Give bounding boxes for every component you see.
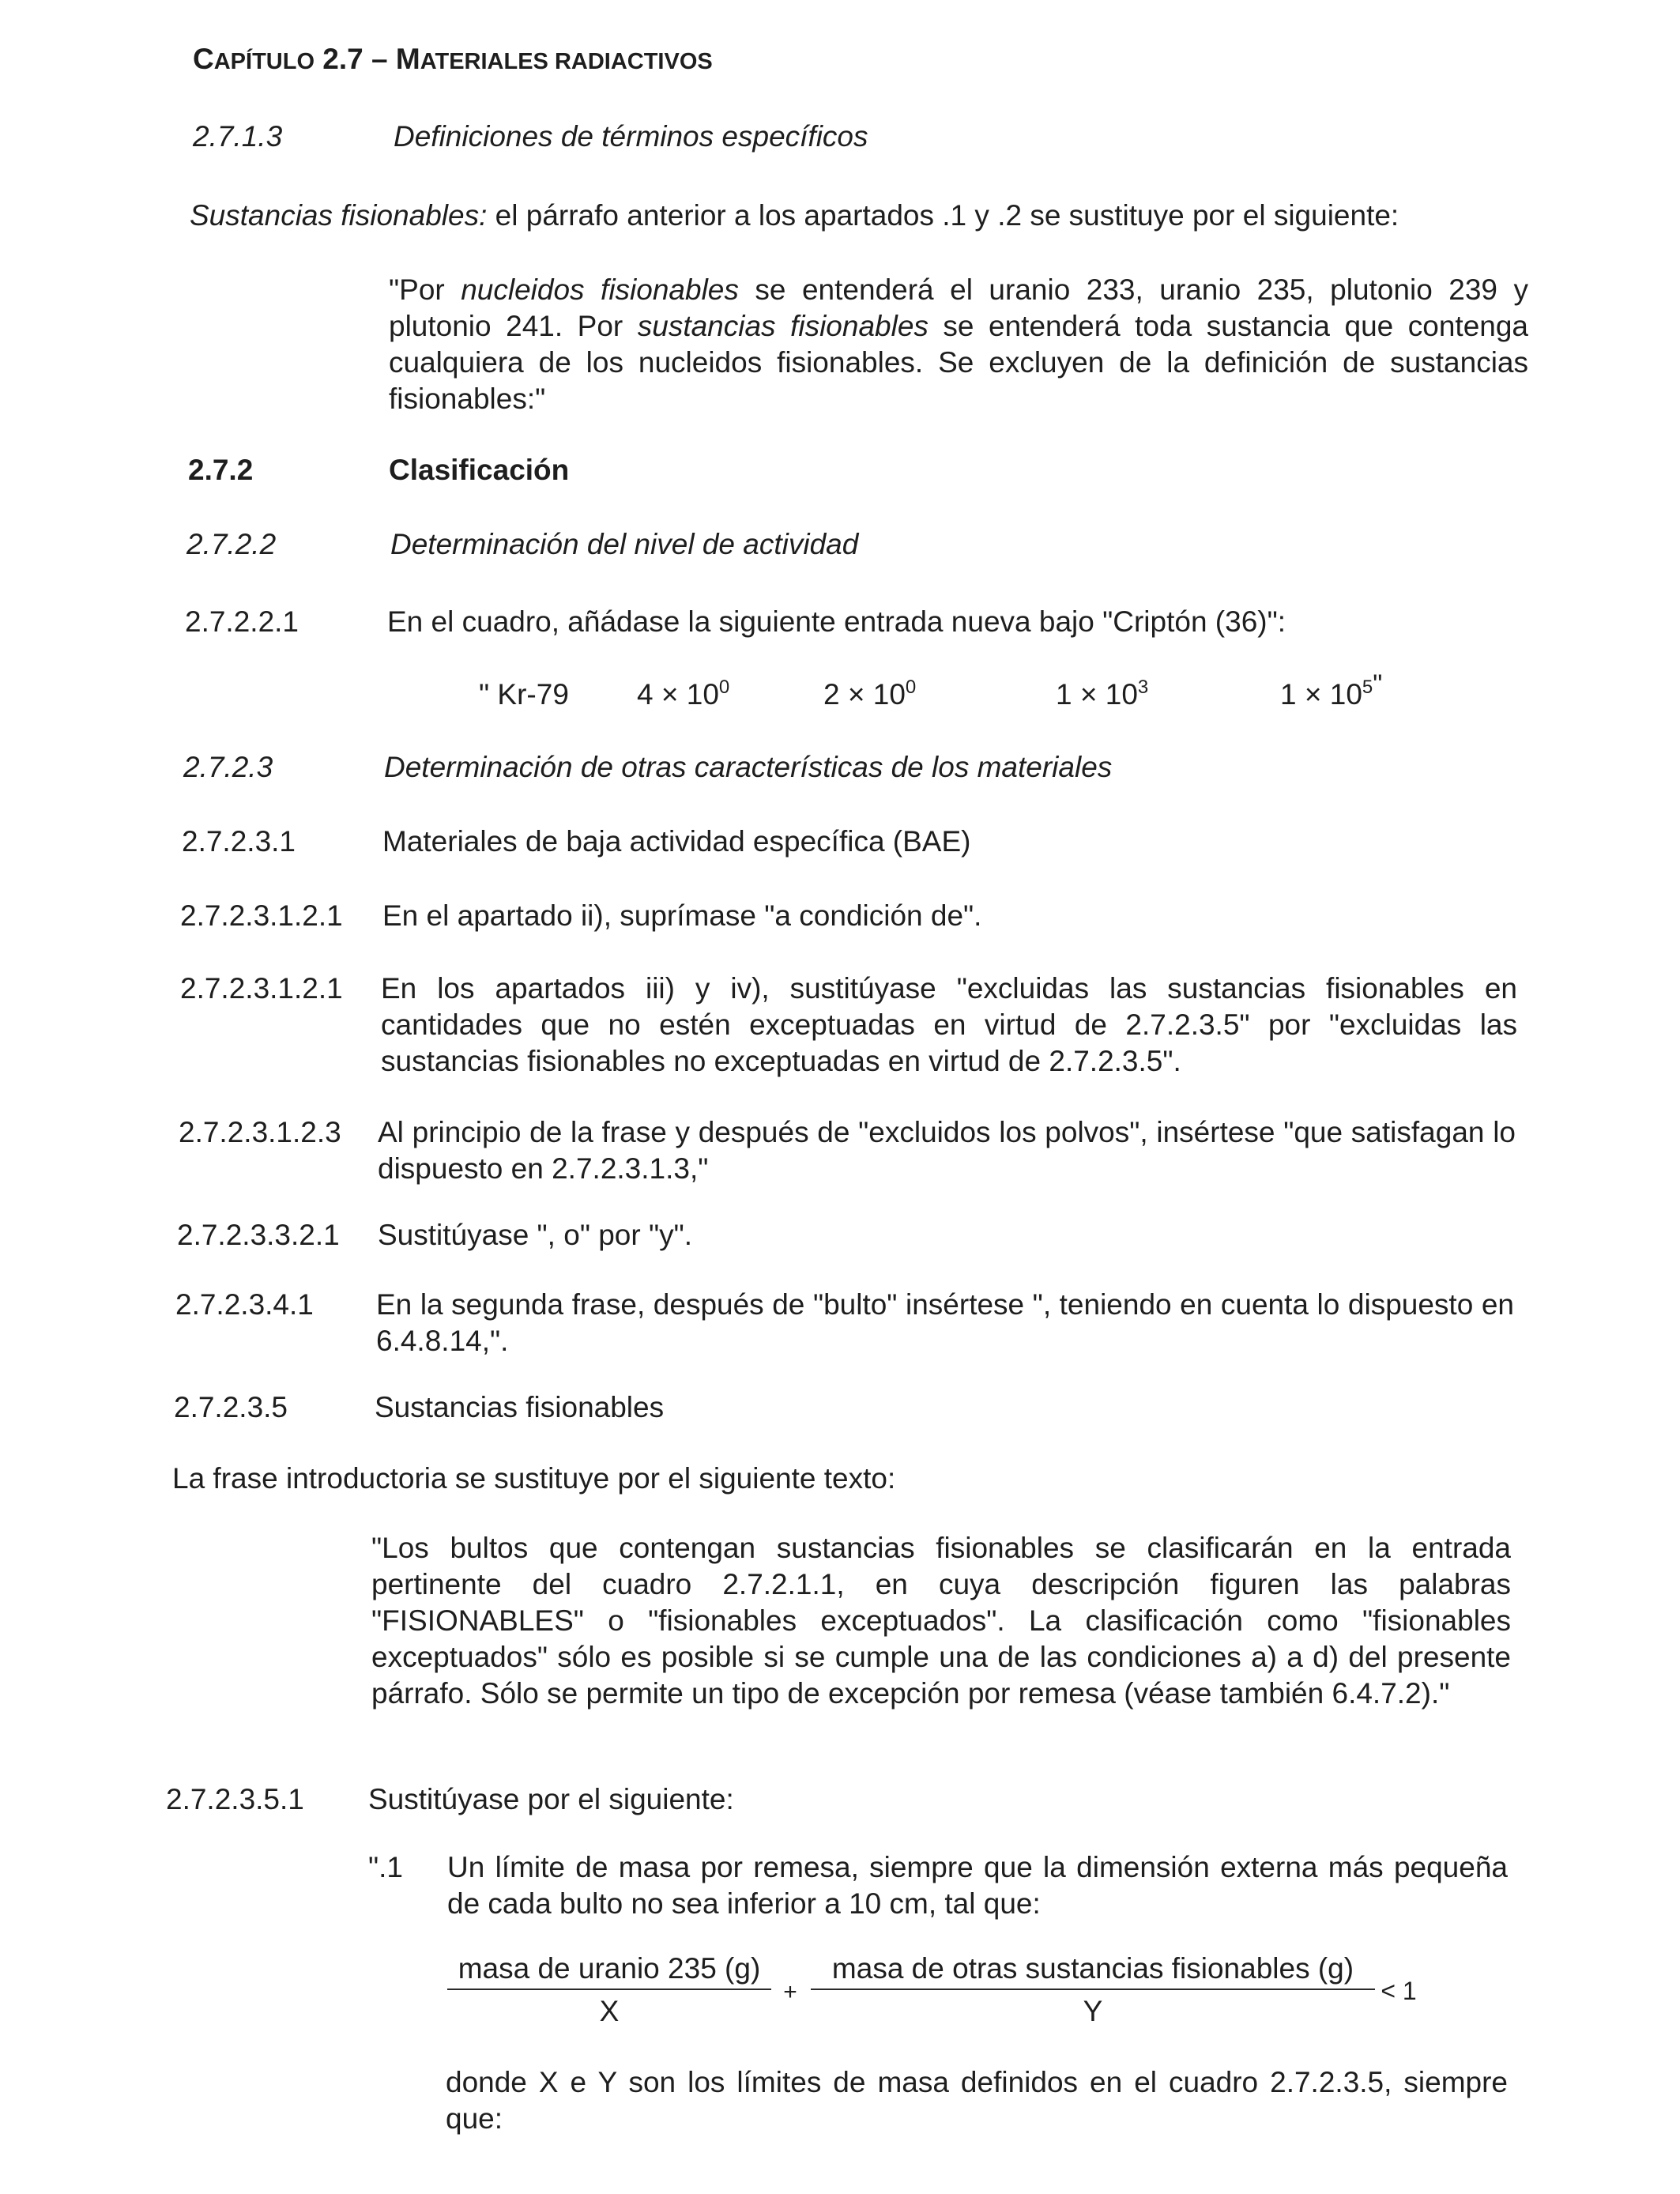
term-nucleidos-fisionables: nucleidos fisionables [461,273,739,306]
section-text-sustancias-fisionables: Sustancias fisionables [375,1391,665,1423]
term-sustancias-fisionables: Sustancias fisionables: [190,199,488,232]
chapter-word-initial: C [193,43,214,75]
section-number-2-7-2-2: 2.7.2.2 [186,528,277,560]
item-1-text: Un límite de masa por remesa, siempre que la dimensión externa más pequeña de cada bulto no sea inferior a 10 cm, tal que: [447,1851,1508,1920]
section-number-2-7-1-3: 2.7.1.3 [193,120,283,153]
kr79-v4-base: 1 × 10 [1280,678,1362,711]
kr79-v3-base: 1 × 10 [1056,678,1138,711]
fraction-bar-2 [811,1989,1375,1990]
section-number-2-7-2-2-1: 2.7.2.2.1 [185,605,299,638]
mass-limit-formula [447,1951,1435,2038]
chapter-number: 2.7 – [315,43,396,75]
quote-bultos-fisionables: "Los bultos que contengan sustancias fisionables se clasificarán en la entrada pertinente del cuadro 2.7.2.1.1, en cuya descripción figuren las palabras "FISIONABLES" o "fisionables exceptuados". La clasificación como "fisionables exceptuados" sólo es posible si se cumple una de las condiciones a) a d) del presente párrafo. Sólo se permite un tipo de excepción por remesa (véase también 6.4.7.2)." [371,1532,1511,1710]
fraction-bar-1 [447,1989,771,1990]
kr79-v2-exp: 0 [905,677,917,698]
kr79-nuclide: " Kr-79 [479,678,569,711]
kr79-v2-base: 2 × 10 [823,678,906,711]
paragraph-donde-x-e-y: donde X e Y son los límites de masa definidos en el cuadro 2.7.2.3.5, siempre que: [446,2066,1508,2135]
chapter-title-rest: ATERIALES RADIACTIVOS [420,49,713,74]
formula-denominator-1: X [599,1995,620,2027]
quote-nucleidos-fisionables [389,272,1528,417]
kr79-value-1 [637,677,729,713]
chapter-word-rest: APÍTULO [213,49,315,74]
kr79-close-quote: " [1373,669,1383,699]
section-title-clasificacion: Clasificación [389,454,570,486]
kr79-v4-exp: 5 [1362,677,1373,698]
item-marker-1: ".1 [368,1851,403,1883]
quote-text-e: se entenderá toda sustancia que contenga cualquiera de los nucleidos fisionables. Se excluyen de la definición de sustancias fisionables:" [389,310,1529,415]
kr79-value-3 [1056,677,1148,713]
section-text-polvos: Al principio de la frase y después de "excluidos los polvos", insértese "que satisfagan lo dispuesto en 2.7.2.3.1.3," [378,1116,1516,1185]
chapter-title-initial: M [395,43,420,75]
formula-less-than-one: < 1 [1381,1977,1417,2005]
quote-text-c: se entenderá el uranio 233, uranio 235, plutonio 239 y plutonio 241. Por [389,273,1529,342]
kr79-v1-exp: 0 [718,677,730,698]
section-number-2-7-2-3-4-1: 2.7.2.3.4.1 [175,1288,314,1321]
section-number-2-7-2-3-1-2-3: 2.7.2.3.1.2.3 [179,1116,341,1148]
formula-numerator-1: masa de uranio 235 (g) [458,1952,761,1985]
section-text-apartado-ii: En el apartado ii), suprímase "a condición de". [382,899,982,932]
section-number-2-7-2-3-1-2-1-b: 2.7.2.3.1.2.1 [180,972,343,1005]
section-number-2-7-2-3-3-2-1: 2.7.2.3.3.2.1 [177,1219,340,1251]
paragraph-sustancias-fisionables [190,198,1399,234]
paragraph-rest: el párrafo anterior a los apartados .1 y .2 se sustituye por el siguiente: [487,199,1399,232]
formula-numerator-2: masa de otras sustancias fisionables (g) [831,1952,1354,1985]
section-number-2-7-2-3-1-2-1-a: 2.7.2.3.1.2.1 [180,899,343,932]
kr79-value-4 [1280,669,1383,713]
paragraph-frase-introductoria: La frase introductoria se sustituye por el siguiente texto: [172,1462,896,1495]
kr79-value-2 [823,677,916,713]
section-title-nivel-actividad: Determinación del nivel de actividad [390,528,859,560]
formula-denominator-2: Y [1083,1995,1103,2027]
kr79-v1-base: 4 × 10 [637,678,719,711]
section-number-2-7-2-3-5: 2.7.2.3.5 [174,1391,288,1423]
section-title-definiciones: Definiciones de términos específicos [394,120,868,153]
section-number-2-7-2-3-5-1: 2.7.2.3.5.1 [166,1783,304,1815]
formula-plus: + [783,1979,797,2005]
section-text-sustituyase-o: Sustitúyase ", o" por "y". [378,1219,693,1251]
section-number-2-7-2-3-1: 2.7.2.3.1 [182,825,296,858]
section-text-2-7-2-2-1: En el cuadro, añádase la siguiente entrada nueva bajo "Criptón (36)": [387,605,1286,638]
section-text-apartados-iii-iv: En los apartados iii) y iv), sustitúyase "excluidas las sustancias fisionables en cantidades que no estén exceptuadas en virtud de 2.7.2.3.5" por "excluidas las sustancias fisionables no exceptuadas en virtud de 2.7.2.3.5". [381,972,1517,1077]
term-sustancias-fisionables-2: sustancias fisionables [637,310,929,342]
quote-text-a: "Por [389,273,461,306]
section-text-sustituyase-siguiente: Sustitúyase por el siguiente: [368,1783,734,1815]
kr79-v3-exp: 3 [1137,677,1149,698]
section-number-2-7-2-3: 2.7.2.3 [183,751,273,783]
section-number-2-7-2: 2.7.2 [188,454,254,486]
section-text-bae: Materiales de baja actividad específica (BAE) [382,825,971,858]
section-title-otras-caracteristicas: Determinación de otras características de los materiales [384,751,1113,783]
chapter-header [193,41,713,80]
section-text-bulto: En la segunda frase, después de "bulto" insértese ", teniendo en cuenta lo dispuesto en 6.4.8.14,". [376,1288,1514,1357]
